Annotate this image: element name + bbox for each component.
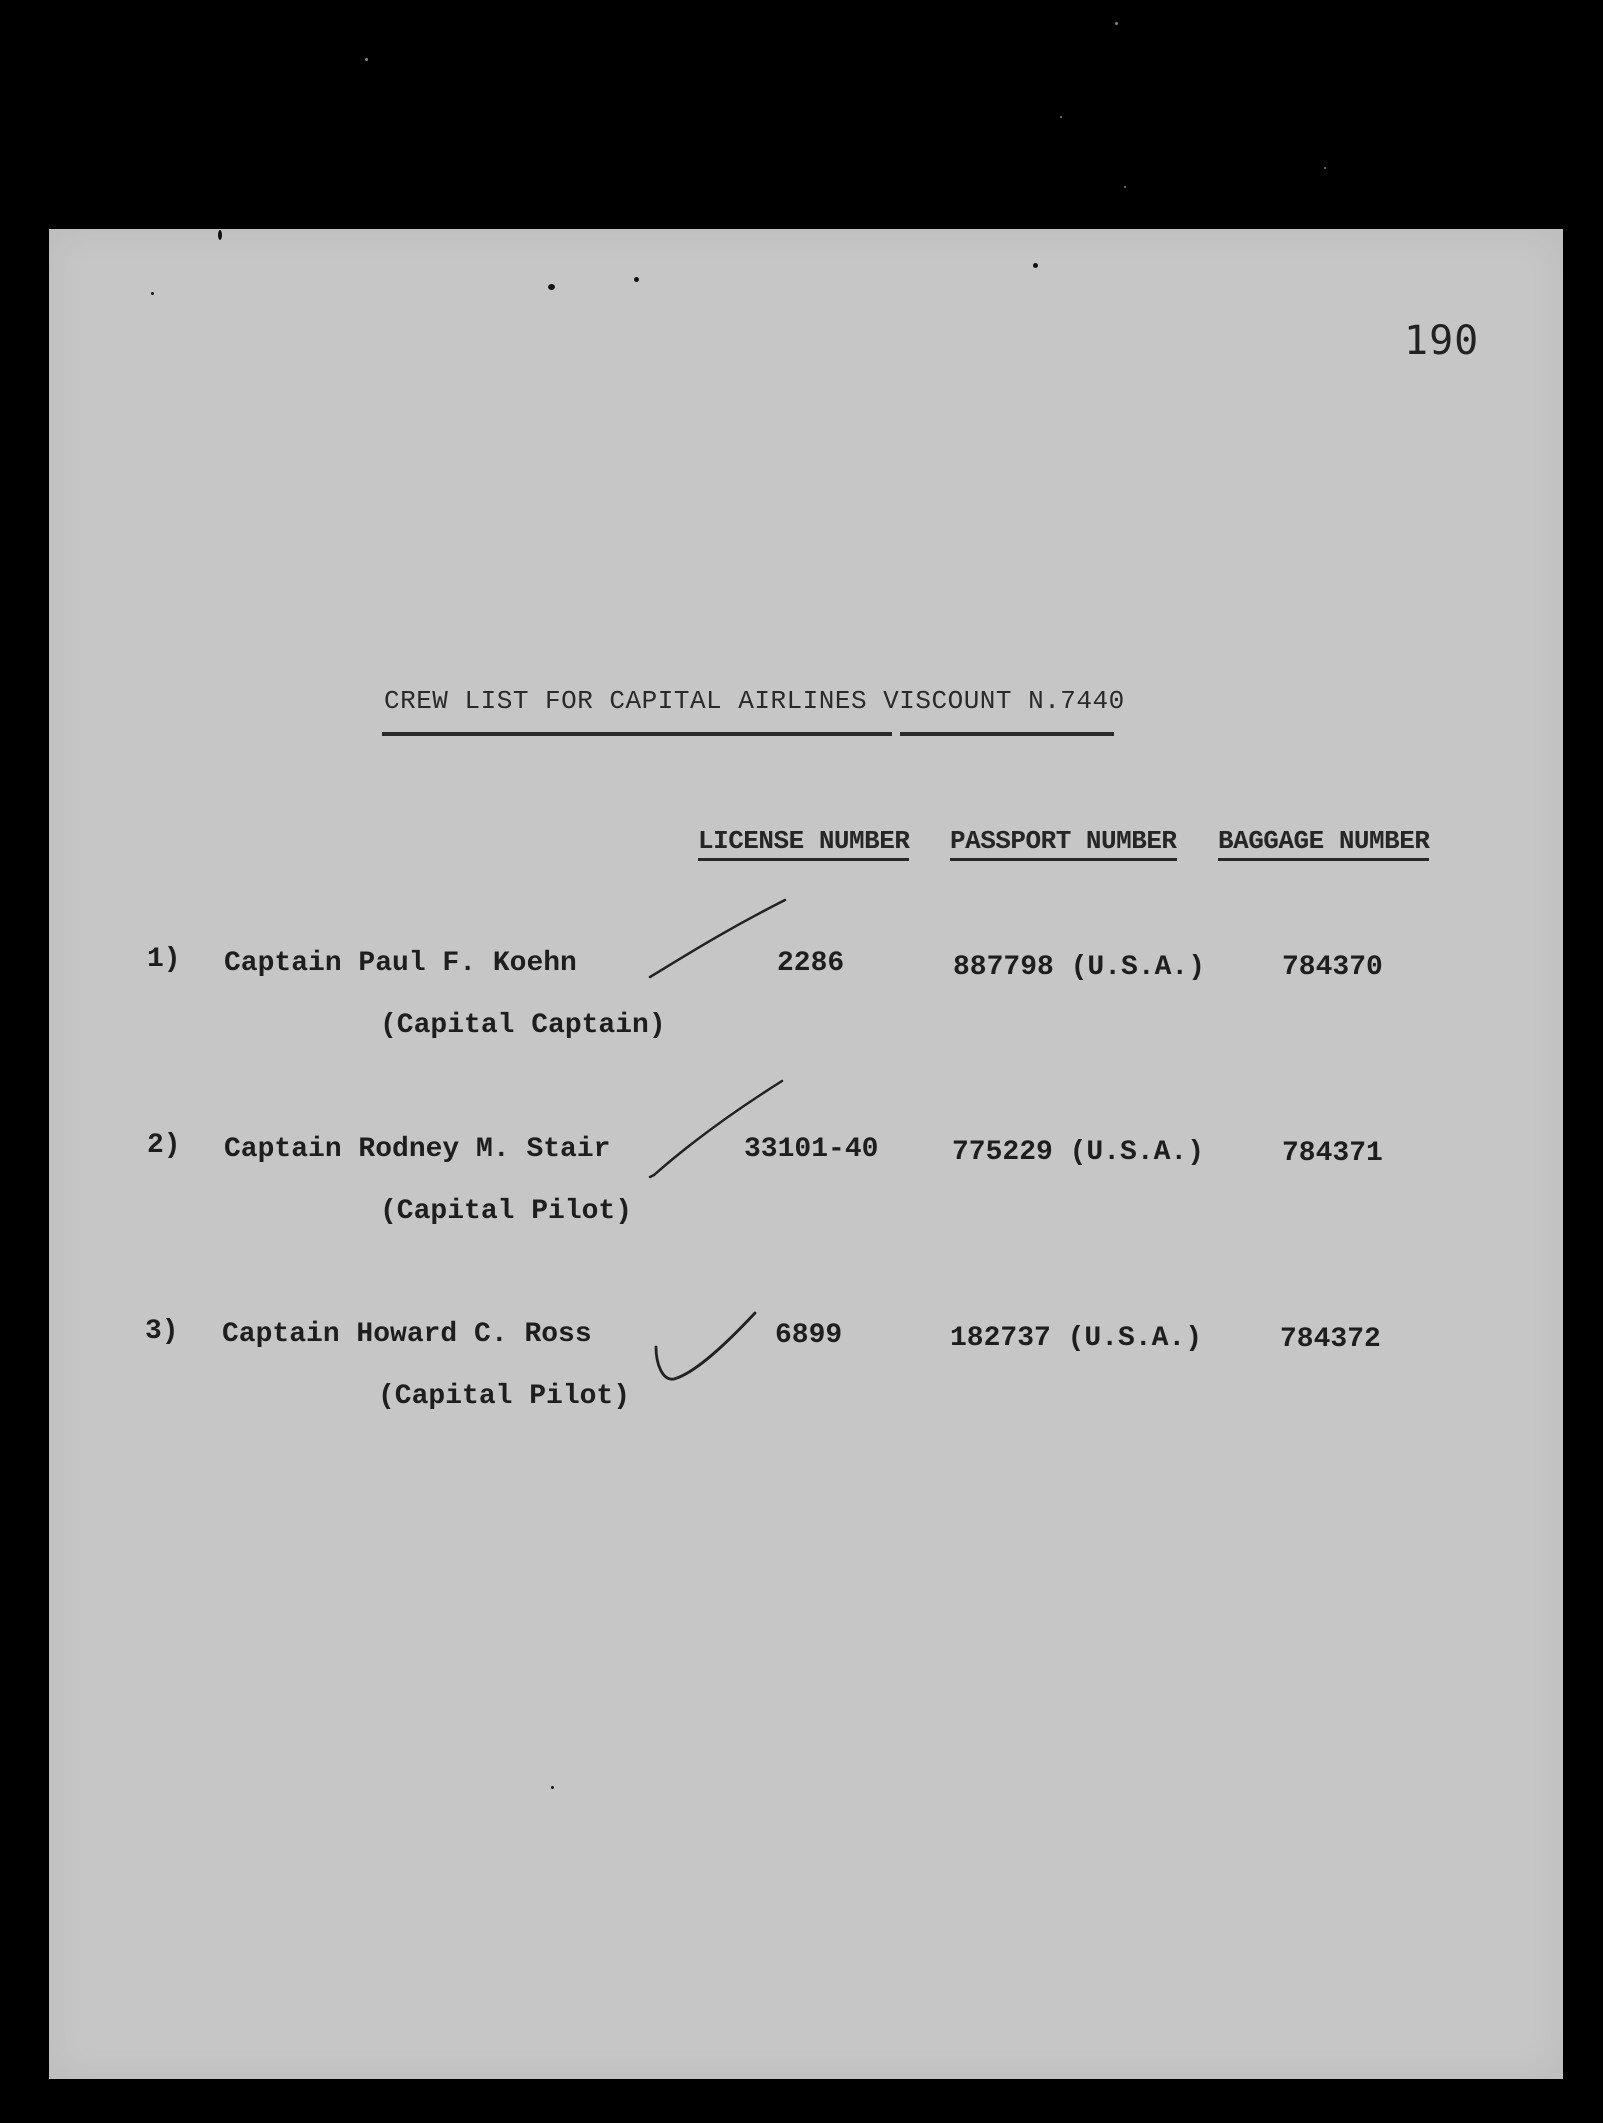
check-mark-icon bbox=[640, 895, 790, 985]
license-number: 6899 bbox=[775, 1320, 843, 1351]
crew-index: 1) bbox=[147, 944, 181, 975]
crew-role: (Capital Pilot) bbox=[378, 1381, 631, 1412]
scan-speck bbox=[365, 58, 368, 61]
passport-number: 887798 (U.S.A.) bbox=[953, 952, 1206, 983]
license-number: 2286 bbox=[777, 948, 845, 979]
crew-name: Captain Howard C. Ross bbox=[222, 1319, 592, 1350]
passport-number: 182737 (U.S.A.) bbox=[950, 1323, 1203, 1354]
dust-speck bbox=[551, 1786, 554, 1789]
page-number: 190 bbox=[1404, 318, 1480, 364]
dust-speck bbox=[634, 277, 639, 282]
baggage-number-header: BAGGAGE NUMBER bbox=[1218, 826, 1429, 861]
baggage-number: 784371 bbox=[1282, 1138, 1383, 1169]
passport-number-header: PASSPORT NUMBER bbox=[950, 826, 1177, 861]
crew-index: 2) bbox=[147, 1130, 181, 1161]
title-underline bbox=[382, 732, 892, 736]
scan-speck bbox=[1060, 116, 1062, 118]
baggage-number: 784370 bbox=[1282, 952, 1383, 983]
crew-name: Captain Rodney M. Stair bbox=[224, 1134, 611, 1165]
crew-name: Captain Paul F. Koehn bbox=[224, 948, 577, 979]
dust-speck bbox=[1033, 263, 1038, 268]
scan-speck bbox=[1115, 22, 1118, 25]
license-number-header: LICENSE NUMBER bbox=[698, 826, 909, 861]
baggage-number: 784372 bbox=[1280, 1324, 1381, 1355]
check-mark-icon bbox=[648, 1075, 788, 1185]
scan-speck bbox=[1124, 186, 1126, 188]
check-mark-icon bbox=[650, 1305, 760, 1385]
dust-speck bbox=[548, 284, 555, 290]
dust-speck bbox=[218, 230, 222, 240]
license-number: 33101-40 bbox=[744, 1134, 879, 1165]
crew-role: (Capital Pilot) bbox=[380, 1196, 633, 1227]
dust-speck bbox=[151, 292, 154, 295]
scan-speck bbox=[1324, 167, 1326, 169]
title-underline bbox=[900, 732, 1114, 736]
crew-index: 3) bbox=[145, 1316, 179, 1347]
document-title: CREW LIST FOR CAPITAL AIRLINES VISCOUNT N.7440 bbox=[384, 686, 1125, 716]
crew-role: (Capital Captain) bbox=[380, 1010, 666, 1041]
passport-number: 775229 (U.S.A.) bbox=[952, 1137, 1205, 1168]
